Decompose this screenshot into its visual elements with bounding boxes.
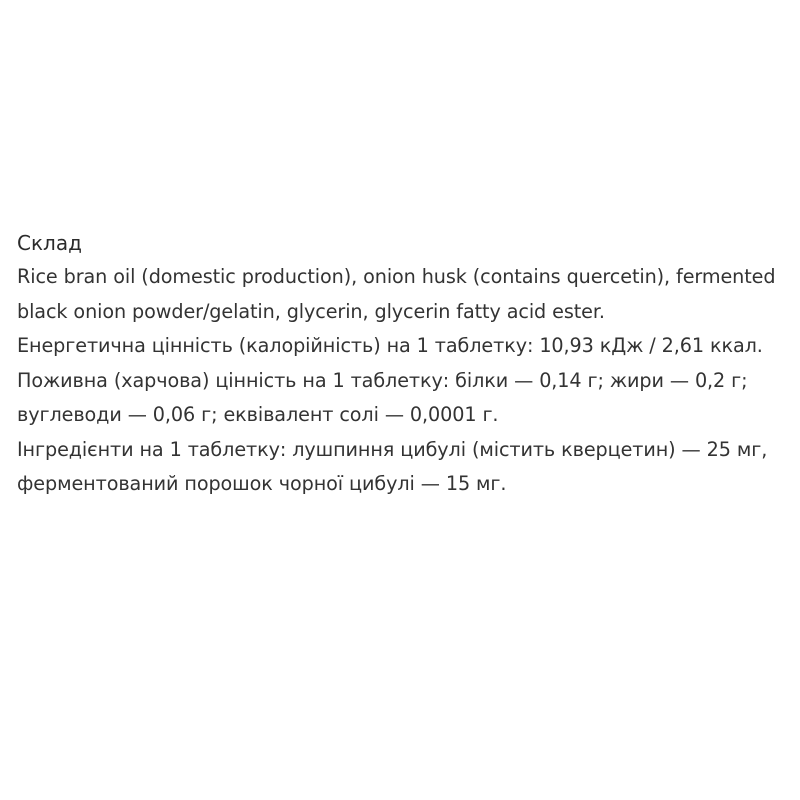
ingredients-paragraph: Rice bran oil (domestic production), onion husk (contains quercetin), fermented black onion powder/gelatin, glycerin, glycerin fatty acid ester. [17,265,776,323]
section-heading: Склад [17,231,82,255]
nutrition-value-paragraph: Поживна (харчова) цінність на 1 таблетку: білки — 0,14 г; жири — 0,2 г; вуглеводи — 0,06 г; еквівалент солі — 0,0001 г. [17,368,748,426]
energy-value-paragraph: Енергетична цінність (калорійність) на 1 таблетку: 10,93 кДж / 2,61 ккал. [17,334,763,357]
ingredients-per-tablet-paragraph: Інгредієнти на 1 таблетку: лушпиння цибулі (містить кверцетин) — 25 мг, ферментований порошок чорної цибулі — 15 мг. [17,437,768,495]
composition-section [17,226,787,502]
